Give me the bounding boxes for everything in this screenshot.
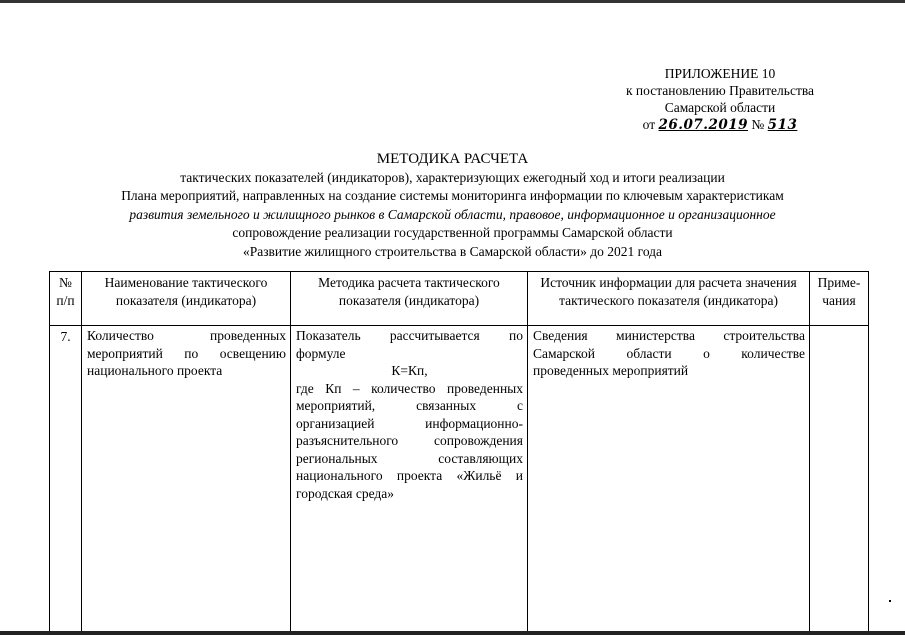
row-indicator-name: Количество проведенных мероприятий по освещению национального проекта [82, 326, 291, 632]
document-title: МЕТОДИКА РАСЧЕТА [376, 151, 529, 167]
heading-line-3: развития земельного и жилищного рынков в Самарской области, правовое, информационное и организационное [129, 206, 776, 222]
heading-line-1: тактических показателей (индикаторов), характеризующих ежегодный ход и итоги реализации [180, 169, 725, 185]
table-header-row [50, 272, 869, 326]
header-indicator-name: Наименование тактического показателя (индикатора) [82, 272, 291, 326]
number-label: № [751, 117, 765, 132]
handwritten-number: 513 [767, 117, 798, 133]
header-source: Источник информации для расчета значения тактического показателя (индикатора) [528, 272, 810, 326]
row-number: 7. [50, 326, 82, 632]
heading-line-2: Плана мероприятий, направленных на создание системы мониторинга информации по ключевым характеристикам [121, 188, 784, 203]
from-label: от [642, 117, 656, 132]
row-source: Сведения министерства строительства Самарской области о количестве проведенных мероприятий [528, 326, 810, 632]
header-number: № п/п [50, 272, 82, 326]
handwritten-date: 26.07.2019 [658, 117, 749, 133]
table-row [50, 326, 869, 632]
header-method: Методика расчета тактического показателя (индикатора) [291, 272, 528, 326]
row-method: Показатель рассчитывается по формуле К=Кп, где Кп – количество проведенных мероприятий, связанных с организацией информационно- разъяснительного сопровождения региональных составляющих национального проекта «Жильё и городская среда» [291, 326, 528, 632]
indicators-table [49, 271, 869, 632]
top-scan-edge [0, 0, 905, 3]
bottom-scan-edge [0, 631, 905, 635]
scan-speck [889, 600, 891, 602]
appendix-line-3: Самарской области [664, 100, 776, 115]
heading-line-5: «Развитие жилищного строительства в Самарской области» до 2021 года [242, 243, 663, 259]
appendix-line-2: к постановлению Правительства [625, 83, 815, 98]
appendix-date-line [600, 116, 840, 134]
appendix-block [600, 65, 840, 134]
header-notes: Приме- чания [810, 272, 869, 326]
heading-line-4: сопровождение реализации государственной программы Самарской области [232, 225, 673, 240]
appendix-title: ПРИЛОЖЕНИЕ 10 [664, 66, 776, 81]
document-heading [0, 150, 905, 261]
row-notes [810, 326, 869, 632]
formula: К=Кп, [391, 363, 428, 378]
